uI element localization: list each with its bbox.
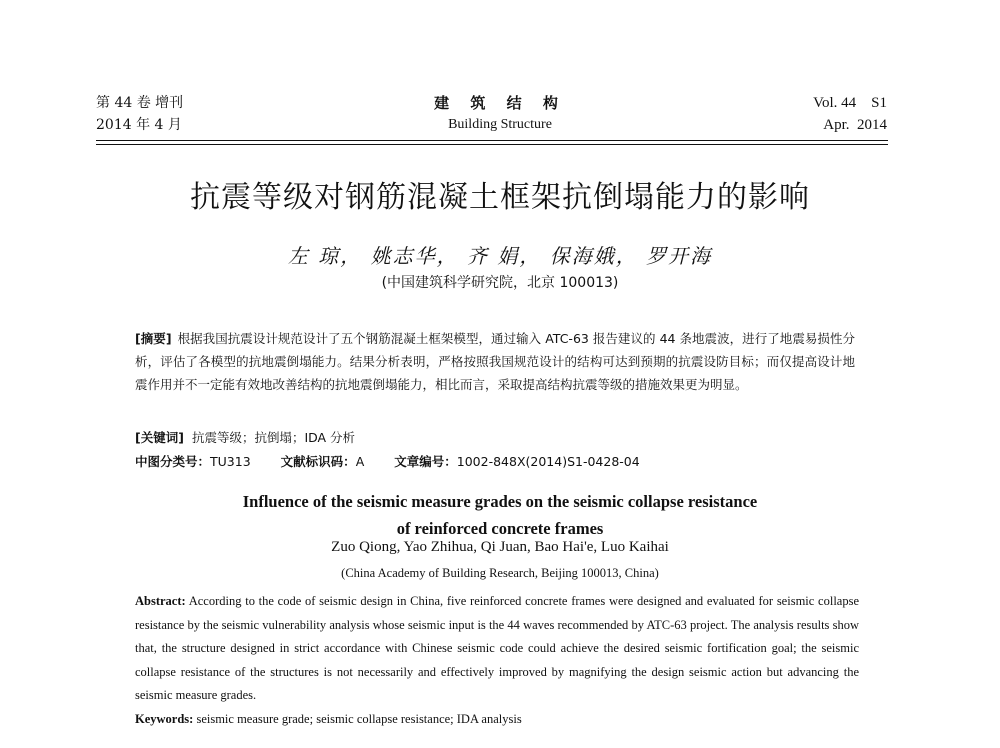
issue-date-cn: 2014 年 4 月 <box>96 117 182 133</box>
keywords-en-text: seismic measure grade; seismic collapse resistance; IDA analysis <box>196 712 522 726</box>
classification-line <box>135 452 855 472</box>
paper-title-en-line2: of reinforced concrete frames <box>396 519 604 538</box>
abstract-cn <box>135 327 855 396</box>
paper-title-cn: 抗震等级对钢筋混凝土框架抗倒塌能力的影响 <box>190 180 810 215</box>
authors-en: Zuo Qiong, Yao Zhihua, Qi Juan, Bao Hai'e, Luo Kaihai <box>331 539 669 555</box>
keywords-en-label: Keywords: <box>135 712 194 726</box>
abstract-cn-label: [摘要] <box>135 331 172 346</box>
volume-issue-en: Vol. 44 S1 <box>813 95 887 111</box>
paper-title-en-line1: Influence of the seismic measure grades on the seismic collapse resistance <box>242 492 758 511</box>
header-rule-thick <box>96 140 888 141</box>
abstract-en-text: According to the code of seismic design in China, five reinforced concrete frames were designed and evaluated for seismic collapse resistance by the seismic vulnerability analysis whose seismic input is the 44 waves recommended by ATC-63 project. The analysis results show that, the structure designed in strict accordance with Chinese seismic code could achieve the desired seismic fortification goal; the seismic collapse resistance of the structures is not necessarily and effectively improved by magnifying the design seismic action but advancing the seismic measure grades. <box>135 594 860 702</box>
keywords-cn-label: [关键词] <box>135 430 184 445</box>
affiliation-en: (China Academy of Building Research, Beijing 100013, China) <box>341 566 659 580</box>
article-number-value: 1002-848X(2014)S1-0428-04 <box>456 454 640 469</box>
doc-code-value: A <box>355 454 365 469</box>
issue-date-en: Apr. 2014 <box>823 117 887 133</box>
abstract-cn-text: 根据我国抗震设计规范设计了五个钢筋混凝土框架模型，通过输入 ATC-63 报告建议的 44 条地震波，进行了地震易损性分析，评估了各模型的抗地震倒塌能力。结果分析表明，严格按照我国规范设计的结构可达到预期的抗震设防目标；而仅提高设计地震作用并不一定能有效地改善结构的抗地震倒塌能力，相比而言，采取提高结构抗震等级的措施效果更为明显。 <box>135 331 855 392</box>
doc-code-label: 文献标识码： <box>280 454 356 469</box>
keywords-cn-text: 抗震等级；抗倒塌；IDA 分析 <box>191 430 356 445</box>
abstract-en-label: Abstract: <box>135 594 186 608</box>
article-number-label: 文章编号： <box>394 454 457 469</box>
clc-label: 中图分类号： <box>135 454 211 469</box>
journal-name-cn: 建 筑 结 构 <box>434 94 566 112</box>
keywords-en <box>135 709 859 729</box>
affiliation-cn: (中国建筑科学研究院，北京 100013) <box>381 275 619 291</box>
clc-value: TU313 <box>210 454 251 469</box>
volume-issue-cn: 第 44 卷 增刊 <box>96 95 184 111</box>
abstract-en <box>135 590 859 708</box>
header-rule-thin <box>96 144 888 145</box>
paper-title-en <box>0 488 1000 542</box>
journal-name-en: Building Structure <box>448 117 552 132</box>
keywords-cn <box>135 428 855 448</box>
authors-cn: 左 琼， 姚志华， 齐 娟， 保海娥， 罗开海 <box>287 244 713 268</box>
journal-volume-en <box>813 92 887 136</box>
